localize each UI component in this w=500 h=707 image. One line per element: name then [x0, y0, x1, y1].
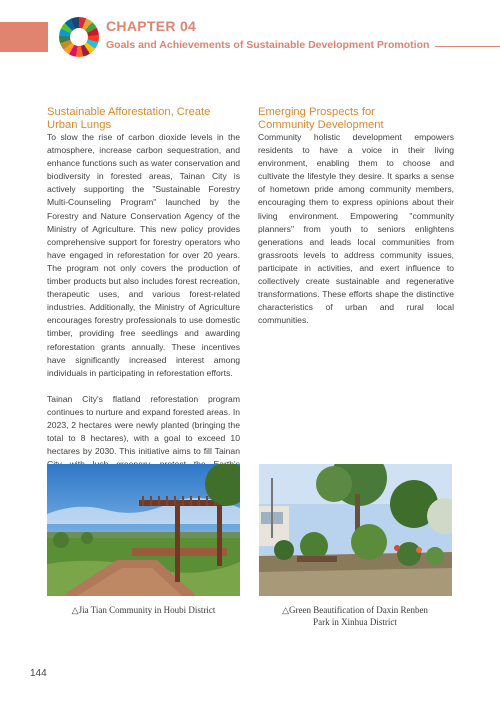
paragraph: Tainan City's flatland reforestation program continues to nurture and expand forested areas. In 2023, 2 hectares were newly planted (bringing the total to 8 hectares), with a goal to exceed 10 hectares by 2030. This initiative aims to fill Tainan: [47, 393, 240, 457]
header-rule: [435, 46, 500, 47]
chapter-label: CHAPTER 04: [106, 18, 197, 34]
section-heading-afforestation: [47, 106, 240, 131]
right-column: [258, 106, 454, 327]
photo-jia-tian-community: [47, 464, 240, 596]
photo-caption-left: △Jia Tian Community in Houbi District: [71, 605, 216, 615]
photo-daxin-renben-park: [259, 464, 452, 596]
paragraph: To slow the rise of carbon dioxide levels in the atmosphere, increase carbon sequestration, and enhance functions such as water conservation and biodiversity in forested areas, Tainan City is actively supporting the "Sustainable Forestry Multi-Counseling Program" launched by the Forestry and Nature Conservation Agency of the Ministry of Agriculture. This new policy provides comprehensive support for forestry operators who have engaged in reforestation for over 20 years. The program not only covers the production of timber products but also includes forest recreation, therapeutic uses, and various forest-related industries. Additionally, the Ministry of Agriculture encourages forestry professionals to use domestic timber, providing free seedlings and awarding reforestation grants annually. These incentives have significantly increased interest among individuals in participating in reforestation efforts.: [47, 132, 241, 378]
heading-line-2: Community Development: [258, 118, 384, 131]
left-column: [47, 106, 240, 484]
sdg-wheel-icon: [59, 17, 99, 57]
page-number: 144: [30, 668, 47, 679]
caption-line-2: Park in Xinhua District: [313, 616, 397, 627]
header-accent-bar: [0, 22, 48, 52]
heading-line-2: Urban Lungs: [47, 118, 112, 131]
paragraph: Community holistic development empowers residents to have a voice in their living environment, enabling them to choose and cultivate the lifestyle they desire. It sparks a sense of hometown pride among community members, encouraging them to express opinions about their living environment. Empowering "community planners" from youth to seniors enlightens generations and leads local communities from grassroots levels to address community issues, participate in activities, and exert influence to collectively create sustainable and regenerative transformations. These efforts shape the distinctive characteristics of urban and rural local communities.: [258, 132, 454, 326]
caption-line-1: △Green Beautification of Daxin Renben: [282, 605, 428, 615]
heading-line-1: Emerging Prospects for: [258, 106, 375, 118]
heading-line-1: Sustainable Afforestation, Create: [47, 106, 211, 118]
chapter-title: Goals and Achievements of Sustainable Development Promotion: [106, 39, 430, 51]
section-heading-community: [258, 106, 454, 131]
photo-caption-right: [255, 605, 455, 628]
